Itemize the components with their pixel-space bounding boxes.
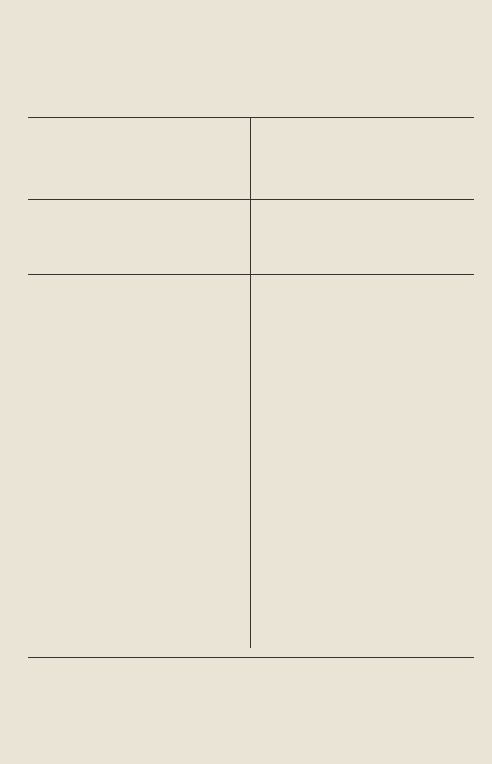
top-rule [28,117,474,118]
words-rule [28,274,474,275]
column-divider [250,118,251,648]
vocab-rule [28,199,474,200]
footnote-rule [28,657,474,658]
